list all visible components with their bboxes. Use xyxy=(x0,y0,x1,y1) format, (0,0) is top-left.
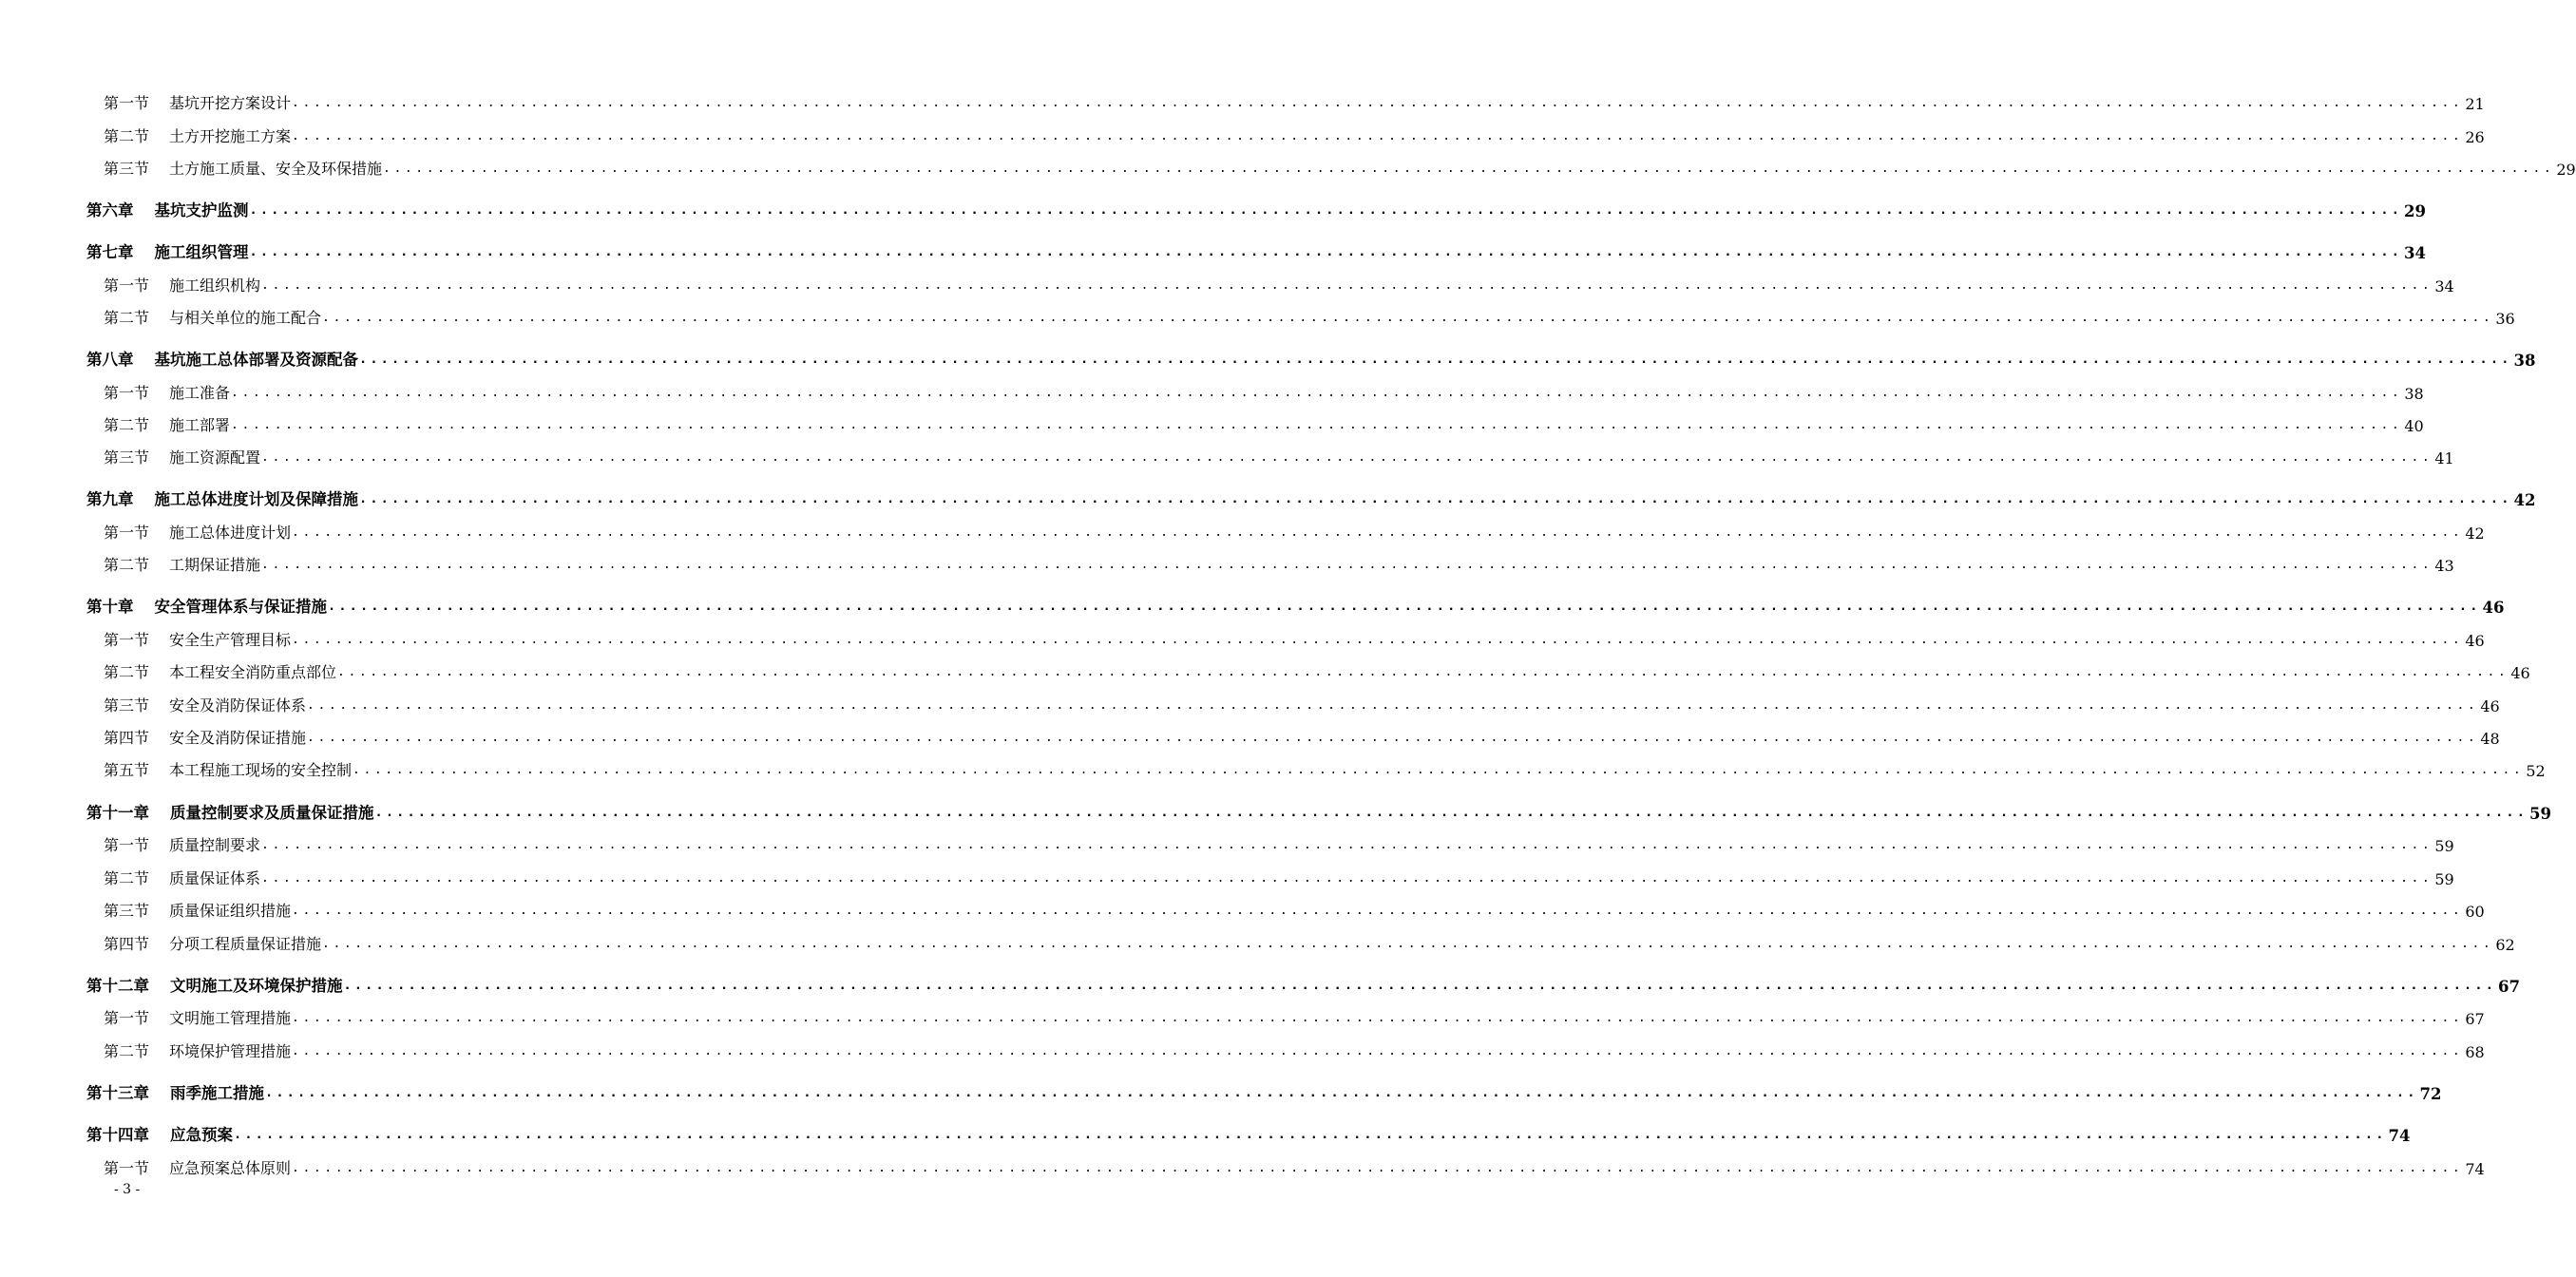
toc-entry-label: 第十一章 xyxy=(86,804,149,822)
toc-section-entry[interactable] xyxy=(104,693,2500,715)
toc-dot-leader: ........................................................................................................................................................................................................ xyxy=(359,351,2512,367)
toc-dot-leader: ........................................................................................................................................................................................................ xyxy=(231,386,2403,400)
toc-entry-title: 施工准备 xyxy=(169,384,231,402)
toc-dot-leader: ........................................................................................................................................................................................................ xyxy=(322,311,2494,325)
toc-entry-title: 施工组织管理 xyxy=(154,243,249,261)
toc-entry-page-number: 26 xyxy=(2465,128,2485,146)
toc-section-entry[interactable] xyxy=(104,412,2424,435)
toc-section-entry[interactable] xyxy=(104,124,2485,146)
toc-dot-leader: ........................................................................................................................................................................................................ xyxy=(261,278,2433,293)
toc-entry-title: 质量控制要求 xyxy=(169,836,261,854)
toc-dot-leader: ........................................................................................................................................................................................................ xyxy=(234,1126,2387,1142)
toc-entry-label: 第十三章 xyxy=(86,1084,149,1102)
toc-dot-leader: ........................................................................................................................................................................................................ xyxy=(359,490,2512,506)
toc-entry-label: 第一节 xyxy=(104,631,150,649)
toc-section-entry[interactable] xyxy=(104,1155,2485,1178)
toc-dot-leader: ........................................................................................................................................................................................................ xyxy=(292,1161,2464,1175)
toc-section-entry[interactable] xyxy=(104,725,2500,748)
toc-entry-label: 第三节 xyxy=(104,902,150,920)
toc-entry-title: 施工组织机构 xyxy=(169,276,261,295)
toc-entry-label: 第二节 xyxy=(104,663,150,681)
toc-dot-leader: ........................................................................................................................................................................................................ xyxy=(328,598,2481,614)
toc-entry-page-number: 46 xyxy=(2482,599,2505,617)
toc-dot-leader: ........................................................................................................................................................................................................ xyxy=(337,665,2509,679)
toc-entry-page-number: 62 xyxy=(2495,936,2515,954)
toc-entry-label: 第一节 xyxy=(104,1159,150,1177)
toc-dot-leader: ........................................................................................................................................................................................................ xyxy=(261,871,2433,886)
toc-entry-page-number: 42 xyxy=(2513,491,2536,509)
toc-section-entry[interactable] xyxy=(104,1005,2485,1028)
toc-section-entry[interactable] xyxy=(104,898,2485,921)
toc-entry-label: 第四节 xyxy=(104,729,150,747)
toc-entry-title: 安全及消防保证体系 xyxy=(169,696,307,715)
toc-section-entry[interactable] xyxy=(104,380,2424,403)
toc-section-entry[interactable] xyxy=(104,1039,2485,1061)
toc-entry-label: 第六章 xyxy=(86,201,134,219)
toc-entry-title: 质量保证组织措施 xyxy=(169,902,292,920)
toc-chapter-entry[interactable] xyxy=(86,239,2427,262)
toc-entry-label: 第三节 xyxy=(104,448,150,467)
toc-dot-leader: ........................................................................................................................................................................................................ xyxy=(292,96,2464,110)
toc-chapter-entry[interactable] xyxy=(86,1080,2442,1103)
toc-entry-title: 质量保证体系 xyxy=(169,869,261,887)
toc-entry-title: 文明施工及环境保护措施 xyxy=(170,977,343,995)
toc-entry-title: 土方开挖施工方案 xyxy=(169,127,292,145)
toc-entry-label: 第二节 xyxy=(104,869,150,887)
toc-section-entry[interactable] xyxy=(104,445,2454,467)
toc-entry-page-number: 52 xyxy=(2526,762,2546,780)
toc-section-entry[interactable] xyxy=(104,659,2530,682)
toc-section-entry[interactable] xyxy=(104,627,2485,650)
toc-dot-leader: ........................................................................................................................................................................................................ xyxy=(374,804,2528,820)
toc-entry-page-number: 48 xyxy=(2480,730,2500,748)
toc-entry-label: 第一节 xyxy=(104,384,150,402)
toc-section-entry[interactable] xyxy=(104,866,2454,888)
toc-chapter-entry[interactable] xyxy=(86,347,2536,370)
toc-entry-page-number: 74 xyxy=(2388,1127,2411,1145)
toc-entry-label: 第七章 xyxy=(86,243,134,261)
toc-dot-leader: ........................................................................................................................................................................................................ xyxy=(307,731,2479,745)
toc-entry-page-number: 21 xyxy=(2465,95,2485,113)
toc-entry-label: 第二节 xyxy=(104,309,150,327)
toc-dot-leader: ........................................................................................................................................................................................................ xyxy=(343,977,2497,993)
toc-entry-page-number: 74 xyxy=(2465,1160,2485,1178)
toc-entry-label: 第九章 xyxy=(86,490,134,508)
toc-dot-leader: ........................................................................................................................................................................................................ xyxy=(261,558,2433,572)
toc-dot-leader: ........................................................................................................................................................................................................ xyxy=(353,763,2525,777)
toc-entry-title: 施工部署 xyxy=(169,416,231,434)
toc-section-entry[interactable] xyxy=(104,273,2454,295)
toc-entry-page-number: 40 xyxy=(2404,417,2424,435)
toc-entry-page-number: 67 xyxy=(2465,1010,2485,1028)
toc-section-entry[interactable] xyxy=(104,757,2546,780)
toc-entry-title: 与相关单位的施工配合 xyxy=(169,309,322,327)
toc-section-entry[interactable] xyxy=(104,832,2454,855)
toc-entry-label: 第三节 xyxy=(104,696,150,715)
toc-section-entry[interactable] xyxy=(104,90,2485,113)
toc-entry-title: 本工程施工现场的安全控制 xyxy=(169,761,353,779)
toc-dot-leader: ........................................................................................................................................................................................................ xyxy=(292,1044,2464,1058)
toc-entry-page-number: 46 xyxy=(2465,632,2485,650)
toc-entry-page-number: 68 xyxy=(2465,1043,2485,1061)
toc-entry-label: 第十四章 xyxy=(86,1126,149,1144)
toc-entry-page-number: 59 xyxy=(2434,837,2454,855)
toc-entry-label: 第一节 xyxy=(104,94,150,112)
toc-entry-label: 第二节 xyxy=(104,127,150,145)
toc-dot-leader: ........................................................................................................................................................................................................ xyxy=(249,243,2403,259)
toc-entry-page-number: 59 xyxy=(2529,805,2552,823)
toc-entry-label: 第一节 xyxy=(104,836,150,854)
toc-entry-title: 土方施工质量、安全及环保措施 xyxy=(169,160,383,178)
toc-entry-page-number: 46 xyxy=(2510,664,2530,682)
toc-dot-leader: ........................................................................................................................................................................................................ xyxy=(292,129,2464,143)
toc-entry-title: 应急预案总体原则 xyxy=(169,1159,292,1177)
toc-entry-page-number: 46 xyxy=(2480,697,2500,715)
toc-chapter-entry[interactable] xyxy=(86,198,2427,220)
toc-dot-leader: ........................................................................................................................................................................................................ xyxy=(307,698,2479,713)
toc-dot-leader: ........................................................................................................................................................................................................ xyxy=(292,904,2464,918)
toc-entry-label: 第五节 xyxy=(104,761,150,779)
toc-entry-label: 第二节 xyxy=(104,556,150,574)
toc-section-entry[interactable] xyxy=(104,305,2515,328)
toc-entry-page-number: 34 xyxy=(2434,277,2454,295)
toc-entry-page-number: 41 xyxy=(2434,449,2454,467)
toc-entry-label: 第三节 xyxy=(104,160,150,178)
toc-entry-title: 文明施工管理措施 xyxy=(169,1009,292,1027)
toc-entry-page-number: 60 xyxy=(2465,903,2485,921)
toc-chapter-entry[interactable] xyxy=(86,800,2552,823)
toc-dot-leader: ........................................................................................................................................................................................................ xyxy=(261,450,2433,465)
toc-section-entry[interactable] xyxy=(104,520,2485,543)
toc-entry-label: 第四节 xyxy=(104,935,150,953)
toc-dot-leader: ........................................................................................................................................................................................................ xyxy=(249,201,2403,218)
toc-entry-page-number: 38 xyxy=(2513,352,2536,370)
toc-entry-page-number: 59 xyxy=(2434,870,2454,888)
toc-section-entry[interactable] xyxy=(104,552,2454,575)
toc-dot-leader: ........................................................................................................................................................................................................ xyxy=(231,418,2403,432)
toc-entry-label: 第十二章 xyxy=(86,977,149,995)
toc-entry-label: 第十章 xyxy=(86,598,134,616)
toc-entry-page-number: 36 xyxy=(2495,310,2515,328)
toc-dot-leader: ........................................................................................................................................................................................................ xyxy=(383,162,2555,176)
toc-entry-label: 第二节 xyxy=(104,1042,150,1060)
toc-dot-leader: ........................................................................................................................................................................................................ xyxy=(322,937,2494,951)
toc-chapter-entry[interactable] xyxy=(86,973,2521,996)
toc-entry-page-number: 34 xyxy=(2404,244,2427,262)
toc-entry-label: 第一节 xyxy=(104,276,150,295)
toc-entry-page-number: 67 xyxy=(2498,978,2521,996)
toc-entry-title: 基坑支护监测 xyxy=(154,201,249,219)
toc-dot-leader: ........................................................................................................................................................................................................ xyxy=(292,633,2464,647)
toc-chapter-entry[interactable] xyxy=(86,486,2536,509)
toc-entry-title: 环境保护管理措施 xyxy=(169,1042,292,1060)
toc-entry-page-number: 42 xyxy=(2465,524,2485,543)
toc-entry-page-number: 29 xyxy=(2556,161,2576,179)
toc-entry-title: 基坑施工总体部署及资源配备 xyxy=(154,351,358,369)
toc-entry-title: 雨季施工措施 xyxy=(170,1084,264,1102)
toc-entry-title: 施工总体进度计划及保障措施 xyxy=(154,490,358,508)
toc-entry-label: 第一节 xyxy=(104,1009,150,1027)
toc-section-entry[interactable] xyxy=(104,156,2576,179)
toc-entry-label: 第二节 xyxy=(104,416,150,434)
toc-entry-title: 安全生产管理目标 xyxy=(169,631,292,649)
toc-entry-label: 第一节 xyxy=(104,524,150,542)
toc-dot-leader: ........................................................................................................................................................................................................ xyxy=(265,1084,2418,1100)
toc-entry-title: 质量控制要求及质量保证措施 xyxy=(170,804,374,822)
toc-entry-title: 安全管理体系与保证措施 xyxy=(154,598,327,616)
toc-entry-title: 安全及消防保证措施 xyxy=(169,729,307,747)
toc-entry-label: 第八章 xyxy=(86,351,134,369)
toc-entry-title: 施工总体进度计划 xyxy=(169,524,292,542)
toc-chapter-entry[interactable] xyxy=(86,1122,2411,1145)
toc-entry-page-number: 43 xyxy=(2434,557,2454,575)
toc-chapter-entry[interactable] xyxy=(86,594,2505,617)
toc-entry-title: 分项工程质量保证措施 xyxy=(169,935,322,953)
toc-entry-page-number: 38 xyxy=(2404,385,2424,403)
toc-entry-page-number: 72 xyxy=(2419,1085,2442,1103)
toc-entry-title: 应急预案 xyxy=(170,1126,233,1144)
toc-dot-leader: ........................................................................................................................................................................................................ xyxy=(292,1011,2464,1025)
toc-dot-leader: ........................................................................................................................................................................................................ xyxy=(292,525,2464,540)
toc-dot-leader: ........................................................................................................................................................................................................ xyxy=(261,838,2433,852)
toc-entry-title: 工期保证措施 xyxy=(169,556,261,574)
toc-entry-title: 本工程安全消防重点部位 xyxy=(169,663,337,681)
toc-entry-title: 施工资源配置 xyxy=(169,448,261,467)
page-number: - 3 - xyxy=(114,1182,141,1197)
toc-section-entry[interactable] xyxy=(104,931,2515,954)
toc-entry-title: 基坑开挖方案设计 xyxy=(169,94,292,112)
toc-entry-page-number: 29 xyxy=(2404,202,2427,220)
